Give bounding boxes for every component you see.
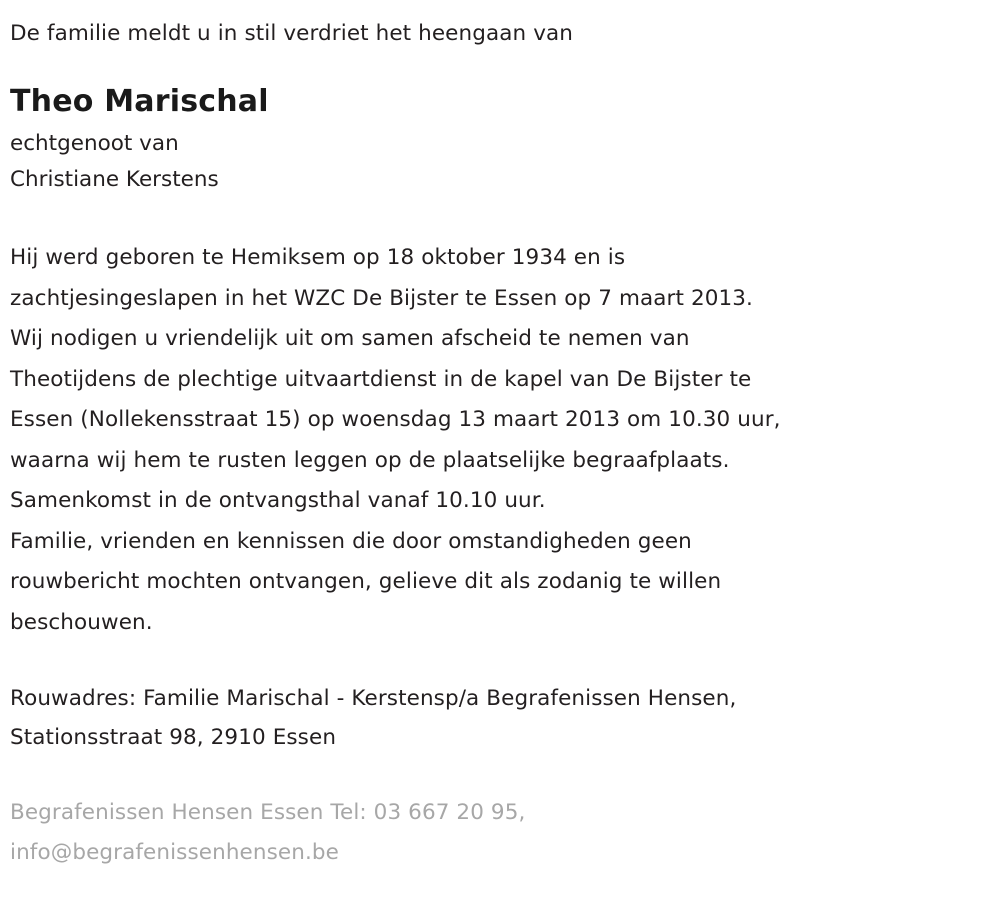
- footer-line-email: info@begrafenissenhensen.be: [10, 840, 339, 865]
- mourning-address-block: [10, 679, 970, 757]
- spacer-after-names: [10, 198, 970, 238]
- body-line: waarna wij hem te rusten leggen op de plaatselijke begraafplaats.: [10, 447, 730, 473]
- body-line: Hij werd geboren te Hemiksem op 18 oktober 1934 en is: [10, 245, 626, 270]
- body-line: Essen (Nollekensstraat 15) op woensdag 13 maart 2013 om 10.30 uur,: [10, 407, 781, 432]
- address-line: Rouwadres: Familie Marischal - Kerstensp/a Begrafenissen Hensen,: [10, 686, 737, 711]
- body-text-block: [10, 238, 970, 643]
- body-line: Wij nodigen u vriendelijk uit om samen afscheid te nemen van: [10, 326, 690, 351]
- deceased-name: Theo Marischal: [10, 84, 269, 119]
- relation-label: echtgenoot van: [10, 131, 179, 156]
- spouse-name: Christiane Kerstens: [10, 167, 219, 192]
- body-line: Familie, vrienden en kennissen die door omstandigheden geen: [10, 528, 692, 554]
- spacer-before-footer: [10, 757, 970, 793]
- intro-text: De familie meldt u in stil verdriet het heengaan van: [10, 21, 574, 46]
- body-line: Theotijdens de plechtige uitvaartdienst in de kapel van De Bijster te: [10, 366, 752, 392]
- body-line: zachtjesingeslapen in het WZC De Bijster te Essen op 7 maart 2013.: [10, 285, 753, 311]
- funeral-home-footer: [10, 793, 970, 873]
- footer-line-contact: Begrafenissen Hensen Essen Tel: 03 667 20 95,: [10, 800, 526, 825]
- body-line: rouwbericht mochten ontvangen, gelieve dit als zodanig te willen: [10, 569, 722, 594]
- body-line: beschouwen.: [10, 609, 153, 635]
- address-line: Stationsstraat 98, 2910 Essen: [10, 725, 337, 750]
- spacer-before-address: [10, 643, 970, 679]
- body-line: Samenkomst in de ontvangsthal vanaf 10.10 uur.: [10, 488, 546, 513]
